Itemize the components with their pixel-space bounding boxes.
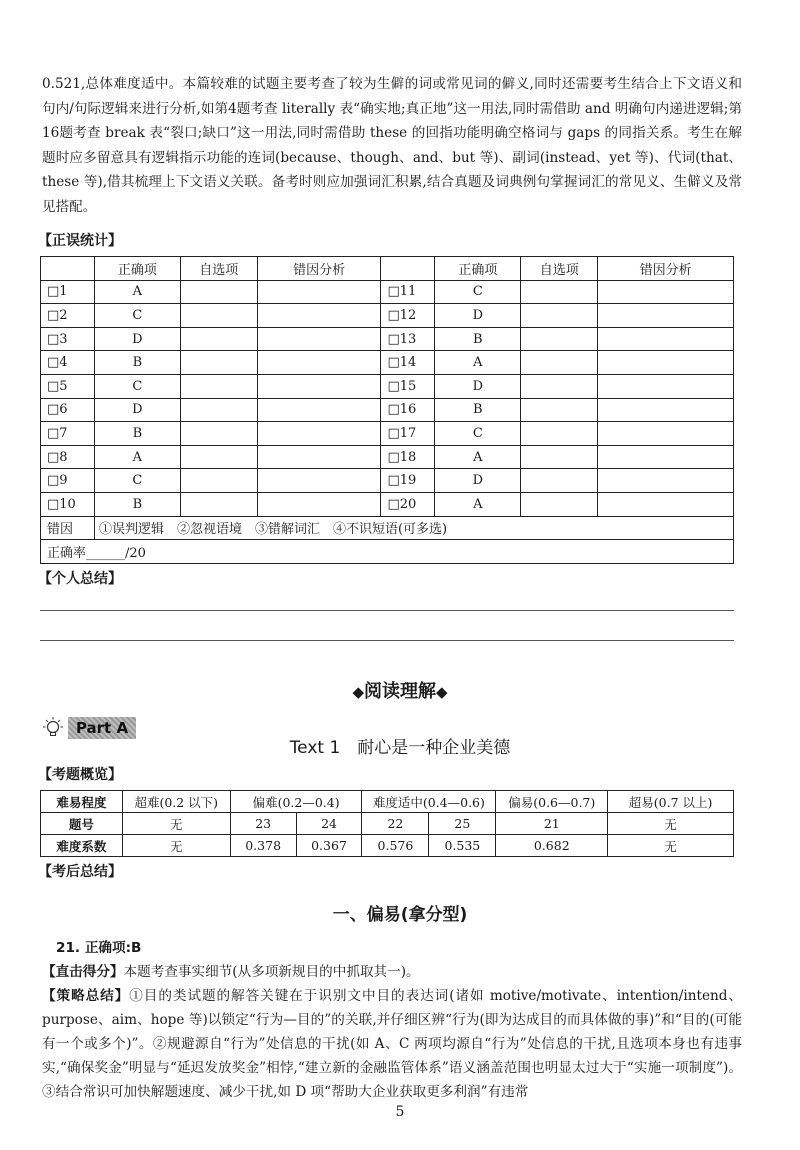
analysis-cell[interactable] — [257, 422, 381, 446]
q21-title: 21. 正确项:B — [56, 940, 142, 956]
correct-answer: B — [94, 422, 180, 446]
analysis-cell[interactable] — [598, 327, 734, 351]
self-answer-cell[interactable] — [180, 469, 257, 493]
difficulty-table — [40, 790, 734, 857]
section-heading: 一、偏易(拿分型) — [332, 905, 468, 925]
self-answer-cell[interactable] — [521, 445, 598, 469]
correct-answer: D — [435, 469, 521, 493]
correct-answer: A — [435, 445, 521, 469]
self-answer-cell[interactable] — [180, 327, 257, 351]
analysis-cell[interactable] — [598, 469, 734, 493]
question-number: □11 — [381, 280, 435, 304]
question-number: □5 — [41, 374, 95, 398]
strategy-paragraph: 【策略总结】①目的类试题的解答关键在于识别文中目的表达词(诸如 motive/motivate、intention/intend、purpose、aim、hope 等)以锁定“行为—目的”的关联,并仔细区辨“行为(即为达成目的而具体做的事)”和“目的(可能有一个或多个)”。②规避源自“行为”处信息的干扰(如 A、C 两项均源自“行为”处信息的干扰,且选项本身也有违事实,“确保奖金”明显与“延迟发放奖金”相悖,“建立新的金融监管体系”语义涵盖范围也明显太过大于“实施一项制度”)。③结合常识可加快解题速度、减少干扰,如 D 项“帮助大企业获取更多利润”有违常 — [42, 988, 743, 1100]
self-answer-cell[interactable] — [521, 304, 598, 328]
analysis-cell[interactable] — [257, 492, 381, 516]
correct-answer: D — [435, 304, 521, 328]
self-answer-cell[interactable] — [521, 422, 598, 446]
question-number: □8 — [41, 445, 95, 469]
question-number: □1 — [41, 280, 95, 304]
table-row — [41, 445, 734, 469]
correct-answer: C — [94, 374, 180, 398]
row-label-qnum: 题号 — [41, 813, 123, 835]
analysis-cell[interactable] — [257, 327, 381, 351]
level-cell: 超易(0.7 以上) — [608, 791, 734, 813]
part-a-badge: Part A — [68, 717, 136, 739]
row-label-level: 难易程度 — [41, 791, 123, 813]
correct-answer: B — [435, 327, 521, 351]
analysis-cell[interactable] — [598, 304, 734, 328]
stats-header-row — [41, 257, 734, 281]
self-answer-cell[interactable] — [521, 398, 598, 422]
summary-section-label: 【个人总结】 — [38, 571, 122, 587]
overview-label: 【考题概览】 — [38, 767, 122, 783]
question-number: □12 — [381, 304, 435, 328]
question-number: □10 — [41, 492, 95, 516]
level-cell: 偏难(0.2—0.4) — [230, 791, 362, 813]
level-cell: 难度适中(0.4—0.6) — [362, 791, 496, 813]
table-row — [41, 327, 734, 351]
correct-answer: B — [94, 492, 180, 516]
table-row — [41, 280, 734, 304]
question-number: □19 — [381, 469, 435, 493]
table-row — [41, 304, 734, 328]
question-number: □18 — [381, 445, 435, 469]
error-reasons-row — [41, 516, 734, 540]
question-number: □15 — [381, 374, 435, 398]
question-number: □9 — [41, 469, 95, 493]
analysis-cell[interactable] — [257, 374, 381, 398]
correct-answer: A — [94, 280, 180, 304]
accuracy-label: 正确率______/20 — [41, 540, 734, 564]
stats-section-label: 【正误统计】 — [38, 233, 122, 249]
header-correct: 正确项 — [94, 257, 180, 281]
correct-answer: A — [94, 445, 180, 469]
header-correct: 正确项 — [435, 257, 521, 281]
analysis-cell[interactable] — [598, 374, 734, 398]
accuracy-row — [41, 540, 734, 564]
correct-answer: A — [435, 351, 521, 375]
self-answer-cell[interactable] — [180, 492, 257, 516]
level-cell: 超难(0.2 以下) — [122, 791, 230, 813]
question-number: □17 — [381, 422, 435, 446]
question-number: □2 — [41, 304, 95, 328]
self-answer-cell[interactable] — [180, 304, 257, 328]
correct-answer: A — [435, 492, 521, 516]
analysis-cell[interactable] — [598, 280, 734, 304]
post-exam-label: 【考后总结】 — [38, 864, 122, 880]
header-analysis: 错因分析 — [598, 257, 734, 281]
question-number: □20 — [381, 492, 435, 516]
table-row — [41, 492, 734, 516]
correct-answer: C — [94, 469, 180, 493]
table-row — [41, 374, 734, 398]
question-number: □7 — [41, 422, 95, 446]
table-row — [41, 469, 734, 493]
diamond-icon: ◆ — [352, 683, 364, 701]
reading-heading: ◆阅读理解◆ — [352, 681, 448, 702]
header-self: 自选项 — [521, 257, 598, 281]
correct-answer: C — [435, 422, 521, 446]
self-answer-cell[interactable] — [180, 280, 257, 304]
analysis-cell[interactable] — [257, 398, 381, 422]
correct-answer: C — [435, 280, 521, 304]
analysis-cell[interactable] — [257, 445, 381, 469]
question-number: □4 — [41, 351, 95, 375]
correct-answer: D — [94, 398, 180, 422]
self-answer-cell[interactable] — [180, 398, 257, 422]
analysis-cell[interactable] — [598, 351, 734, 375]
difficulty-coefficient-row: 难度系数 无 0.378 0.367 0.576 0.535 0.682 无 — [41, 835, 734, 857]
analysis-cell[interactable] — [257, 351, 381, 375]
question-number: □16 — [381, 398, 435, 422]
answer-stats-table — [40, 256, 734, 564]
difficulty-level-row — [41, 791, 734, 813]
analysis-cell[interactable] — [598, 398, 734, 422]
question-number: □6 — [41, 398, 95, 422]
page-number: 5 — [395, 1104, 405, 1120]
intro-paragraph: 0.521,总体难度适中。本篇较难的试题主要考查了较为生僻的词或常见词的僻义,同时还需要考生结合上下文语义和句内/句际逻辑来进行分析,如第4题考查 literally 表“确实地;真正地”这一用法,同时需借助 and 明确句内递进逻辑;第16题考查 break 表“裂口;缺口”这一用法,同时需借助 these 的回指功能明确空格词与 gaps 的同指关系。考生在解题时应多留意具有逻辑指示功能的连词(because、though、and、but 等)、副词(instead、yet 等)、代词(that、these 等),借其梳理上下文语义关联。备考时则应加强词汇积累,结合真题及词典例句掌握词汇的常见义、生僻义及常见搭配。 — [42, 76, 742, 215]
text-title: Text 1 耐心是一种企业美德 — [289, 738, 511, 758]
correct-answer: B — [435, 398, 521, 422]
table-row — [41, 422, 734, 446]
analysis-cell[interactable] — [257, 280, 381, 304]
header-self: 自选项 — [180, 257, 257, 281]
self-answer-cell[interactable] — [180, 445, 257, 469]
self-answer-cell[interactable] — [180, 374, 257, 398]
correct-answer: D — [94, 327, 180, 351]
self-answer-cell[interactable] — [521, 469, 598, 493]
diamond-icon: ◆ — [436, 683, 448, 701]
correct-answer: D — [435, 374, 521, 398]
self-answer-cell[interactable] — [521, 351, 598, 375]
row-label-coef: 难度系数 — [41, 835, 123, 857]
self-answer-cell[interactable] — [180, 351, 257, 375]
table-row — [41, 351, 734, 375]
analysis-cell[interactable] — [257, 469, 381, 493]
self-answer-cell[interactable] — [521, 280, 598, 304]
question-number-row: 题号 无 23 24 22 25 21 无 — [41, 813, 734, 835]
analysis-cell[interactable] — [598, 445, 734, 469]
self-answer-cell[interactable] — [521, 492, 598, 516]
level-cell: 偏易(0.6—0.7) — [496, 791, 608, 813]
direct-paragraph: 【直击得分】本题考查事实细节(从多项新规目的中抓取其一)。 — [42, 964, 420, 980]
note-line — [40, 610, 734, 611]
question-number: □3 — [41, 327, 95, 351]
header-analysis: 错因分析 — [257, 257, 381, 281]
analysis-cell[interactable] — [257, 304, 381, 328]
analysis-cell[interactable] — [598, 422, 734, 446]
self-answer-cell[interactable] — [521, 327, 598, 351]
table-row — [41, 398, 734, 422]
question-number: □13 — [381, 327, 435, 351]
error-options: ①误判逻辑 ②忽视语境 ③错解词汇 ④不识短语(可多选) — [94, 516, 733, 540]
question-number: □14 — [381, 351, 435, 375]
note-line — [40, 640, 734, 641]
error-label: 错因 — [41, 516, 95, 540]
self-answer-cell[interactable] — [521, 374, 598, 398]
analysis-cell[interactable] — [598, 492, 734, 516]
correct-answer: B — [94, 351, 180, 375]
self-answer-cell[interactable] — [180, 422, 257, 446]
correct-answer: C — [94, 304, 180, 328]
